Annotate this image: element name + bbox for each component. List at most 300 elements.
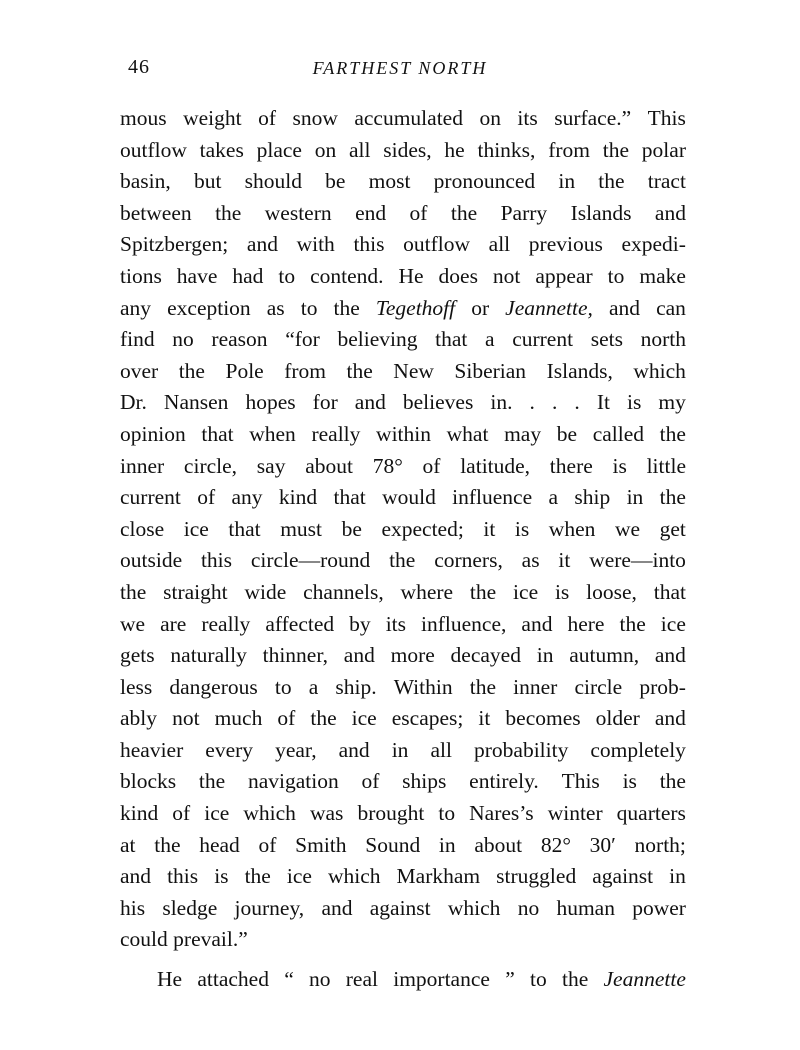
word: against	[592, 864, 654, 889]
word: may	[504, 421, 542, 446]
word: power	[632, 895, 686, 920]
word: no	[517, 895, 540, 920]
word: loose,	[586, 579, 637, 604]
word: the	[333, 295, 360, 320]
word: and	[321, 895, 353, 920]
text-line	[120, 893, 686, 925]
word: and	[343, 643, 375, 668]
word: say	[256, 453, 286, 478]
word: ships	[402, 769, 447, 794]
word: here	[567, 611, 605, 636]
word: thinner,	[262, 643, 329, 668]
word: weight	[183, 106, 242, 130]
text-line	[120, 229, 686, 261]
word: and	[654, 200, 686, 225]
word: we	[120, 611, 146, 636]
word: the	[178, 358, 205, 383]
word: make	[639, 263, 686, 288]
word: is	[612, 453, 627, 478]
word: all	[349, 137, 371, 162]
word: against	[369, 895, 431, 920]
text-line	[120, 545, 686, 577]
word: of	[172, 801, 191, 826]
text-line	[120, 672, 686, 704]
word: quarters	[616, 801, 686, 826]
word: polar	[641, 137, 686, 162]
word: Sound	[365, 832, 421, 857]
word: outside	[120, 548, 183, 573]
word: He	[398, 263, 424, 288]
word: the	[215, 200, 242, 225]
word: all	[488, 232, 511, 257]
word: the	[198, 769, 226, 794]
word: on	[314, 137, 337, 162]
word: ice	[351, 706, 377, 731]
word: more	[390, 643, 435, 668]
word: and	[338, 737, 370, 762]
word: find	[120, 327, 155, 352]
word: north	[640, 327, 686, 352]
word: it	[558, 548, 571, 573]
word: it	[478, 706, 491, 731]
word: Siberian	[454, 358, 527, 383]
word: the	[469, 674, 497, 699]
running-title: FARTHEST NORTH	[312, 58, 488, 78]
word: and	[654, 643, 686, 668]
word: ice	[286, 864, 312, 889]
word: the	[659, 485, 686, 510]
word: current	[512, 327, 574, 352]
word: of	[409, 200, 428, 225]
text-line	[120, 387, 686, 419]
word: this	[167, 864, 199, 889]
word: sides,	[383, 137, 432, 162]
word: its	[385, 611, 407, 636]
word: wide	[244, 579, 287, 604]
word: north;	[634, 832, 686, 857]
word: Islands	[570, 200, 632, 225]
word: Within	[393, 674, 453, 699]
word: mous	[120, 106, 167, 130]
word: that	[435, 327, 468, 352]
word: between	[120, 200, 192, 225]
word: brought	[357, 801, 425, 826]
word: a	[548, 485, 559, 510]
word: which	[327, 864, 381, 889]
word: in.	[490, 390, 513, 415]
word: his	[120, 895, 146, 920]
text-line	[120, 703, 686, 735]
word: be	[325, 169, 346, 194]
word: can	[656, 295, 686, 320]
word: appear	[535, 263, 593, 288]
text-line	[120, 640, 686, 672]
text-line	[120, 766, 686, 798]
word: naturally	[170, 643, 247, 668]
word: does	[438, 263, 478, 288]
text-line	[120, 514, 686, 546]
word: in	[536, 643, 554, 668]
word: little	[646, 453, 686, 478]
word: that	[228, 516, 261, 541]
word: that	[201, 421, 234, 446]
word: in	[669, 864, 686, 889]
word: pronounced	[433, 169, 536, 194]
word: about	[474, 832, 523, 857]
word: and	[246, 232, 278, 257]
word: should	[244, 169, 302, 194]
word: to	[274, 674, 292, 699]
word: is	[214, 864, 229, 889]
text-line	[120, 324, 686, 356]
word: ice	[204, 801, 230, 826]
word: have	[176, 263, 218, 288]
word: in	[558, 169, 576, 194]
word: real	[345, 967, 378, 992]
paragraph-1	[120, 103, 686, 956]
text-line	[120, 261, 686, 293]
word: thinks,	[477, 137, 536, 162]
text-line	[120, 166, 686, 198]
word: were—into	[589, 548, 686, 573]
word: are	[160, 611, 187, 636]
word: attached	[197, 967, 269, 992]
text-line	[120, 293, 686, 325]
word: no	[309, 967, 331, 992]
word: ship	[574, 485, 611, 510]
word: struggled	[496, 864, 577, 889]
word: would	[382, 485, 436, 510]
word: all	[430, 737, 452, 762]
word: called	[592, 421, 645, 446]
word: escapes;	[391, 706, 464, 731]
word: sets	[590, 327, 623, 352]
word: at	[120, 832, 136, 857]
word: western	[264, 200, 332, 225]
word: Markham	[396, 864, 481, 889]
word: as	[266, 295, 285, 320]
word: not	[172, 706, 200, 731]
text-line	[120, 830, 686, 862]
word: no	[172, 327, 194, 352]
word: circle	[574, 674, 623, 699]
word: ice	[660, 611, 686, 636]
word: the	[659, 421, 686, 446]
word: of	[258, 832, 277, 857]
word: This	[561, 769, 600, 794]
word: influence	[452, 485, 533, 510]
word: any	[231, 485, 263, 510]
word: we	[614, 516, 641, 541]
word: get	[659, 516, 686, 541]
word: outflow	[120, 137, 187, 162]
word: entirely.	[469, 769, 539, 794]
word: had	[232, 263, 264, 288]
word: reason	[211, 327, 268, 352]
word: completely	[590, 737, 686, 762]
word: this	[200, 548, 233, 573]
word: Jeannette,	[505, 295, 593, 320]
word: a	[308, 674, 319, 699]
word: less	[120, 674, 153, 699]
word: ice	[513, 579, 539, 604]
word: as	[521, 548, 540, 573]
word: place	[256, 137, 302, 162]
word: inner	[120, 453, 165, 478]
word: .	[529, 390, 535, 415]
word: blocks	[120, 769, 177, 794]
word: “	[284, 967, 294, 992]
page-number: 46	[128, 56, 150, 78]
word: the	[450, 200, 478, 225]
word: ably	[120, 706, 158, 731]
word: the	[602, 137, 630, 162]
word: ship.	[335, 674, 377, 699]
word: 78°	[372, 453, 403, 478]
word: the	[561, 967, 589, 992]
word: what	[446, 421, 489, 446]
word: He	[157, 967, 183, 992]
word: he	[444, 137, 465, 162]
word: is	[514, 516, 530, 541]
text-line	[120, 482, 686, 514]
word: autumn,	[569, 643, 640, 668]
word: gets	[120, 643, 155, 668]
word: dangerous	[169, 674, 258, 699]
word: winter	[547, 801, 603, 826]
word: .	[551, 390, 558, 415]
word: head	[199, 832, 240, 857]
word: ice	[183, 516, 209, 541]
word: latitude,	[460, 453, 531, 478]
word: and	[521, 611, 553, 636]
word: there	[549, 453, 593, 478]
word: over	[120, 358, 159, 383]
word: previous	[528, 232, 603, 257]
word: tract	[647, 169, 686, 194]
word: of	[277, 706, 296, 731]
word: on	[479, 106, 501, 130]
word: but	[193, 169, 222, 194]
text-line	[120, 451, 686, 483]
word: the	[619, 611, 646, 636]
word: journey,	[234, 895, 305, 920]
word: “for	[285, 327, 320, 352]
text-line	[120, 103, 686, 135]
word: straight	[163, 579, 228, 604]
word: heavier	[120, 737, 184, 762]
word: of	[197, 485, 216, 510]
word: by	[349, 611, 371, 636]
word: of	[258, 106, 276, 130]
word: This	[647, 106, 686, 130]
word: takes	[199, 137, 244, 162]
word: 30′	[589, 832, 616, 857]
word: when	[548, 516, 596, 541]
text-line	[120, 356, 686, 388]
text-line	[120, 964, 686, 996]
word: Jeannette	[603, 967, 686, 992]
body-text	[120, 103, 686, 996]
word: the	[598, 169, 625, 194]
word: this	[353, 232, 385, 257]
word: it	[483, 516, 496, 541]
word: kind	[120, 801, 159, 826]
word: to	[438, 801, 456, 826]
word: contend.	[310, 263, 384, 288]
word: believing	[337, 327, 418, 352]
paragraph-2	[120, 964, 686, 996]
word: believes	[402, 390, 474, 415]
word: which	[633, 358, 686, 383]
word: the	[120, 579, 147, 604]
word: Spitzbergen;	[120, 232, 229, 257]
text-line	[120, 419, 686, 451]
word: the	[154, 832, 181, 857]
word: for	[312, 390, 338, 415]
word: be	[556, 421, 578, 446]
word: to	[278, 263, 296, 288]
word: affected	[265, 611, 335, 636]
word: or	[471, 295, 490, 320]
text-line	[120, 198, 686, 230]
word: 82°	[540, 832, 571, 857]
word: circle—round	[250, 548, 371, 573]
word: older	[595, 706, 640, 731]
word: to	[607, 263, 625, 288]
word: in	[626, 485, 644, 510]
word: the	[469, 579, 497, 604]
word: is	[554, 579, 570, 604]
word: and	[654, 706, 686, 731]
word: about	[305, 453, 353, 478]
word: with	[296, 232, 335, 257]
word: year,	[275, 737, 317, 762]
word: hopes	[245, 390, 296, 415]
word: any	[120, 295, 152, 320]
word: and	[120, 864, 152, 889]
word: within	[376, 421, 431, 446]
word: close	[120, 516, 165, 541]
word: opinion	[120, 421, 186, 446]
word: snow	[292, 106, 338, 130]
word: much	[214, 706, 263, 731]
page-header	[0, 52, 800, 82]
word: .	[574, 390, 580, 415]
text-line	[120, 798, 686, 830]
word: be	[341, 516, 362, 541]
text-line	[120, 861, 686, 893]
word: the	[244, 864, 271, 889]
word: corners,	[434, 548, 503, 573]
word: of	[422, 453, 441, 478]
word: outflow	[403, 232, 471, 257]
word: which	[447, 895, 501, 920]
word: surface.”	[554, 106, 632, 130]
word: circle,	[183, 453, 238, 478]
word: importance	[393, 967, 490, 992]
word: could	[120, 927, 168, 952]
word: to	[529, 967, 547, 992]
word: kind	[278, 485, 318, 510]
word: really	[311, 421, 361, 446]
word: the	[346, 358, 373, 383]
word: channels,	[303, 579, 384, 604]
word: really	[201, 611, 251, 636]
word: the	[310, 706, 337, 731]
word: from	[548, 137, 590, 162]
word: Nansen	[163, 390, 229, 415]
word: Islands,	[546, 358, 613, 383]
word: human	[556, 895, 615, 920]
word: navigation	[247, 769, 339, 794]
word: prevail.”	[173, 927, 248, 952]
word: expected;	[381, 516, 464, 541]
word: current	[120, 485, 181, 510]
word: the	[659, 769, 686, 794]
word: in	[391, 737, 409, 762]
word: is	[627, 390, 642, 415]
word: Smith	[295, 832, 347, 857]
word: was	[309, 801, 344, 826]
word: to	[300, 295, 318, 320]
word: ”	[505, 967, 515, 992]
word: is	[622, 769, 637, 794]
word: my	[658, 390, 686, 415]
word: when	[249, 421, 296, 446]
word: every	[205, 737, 254, 762]
word: a	[485, 327, 495, 352]
word: expedi-	[621, 232, 686, 257]
text-line	[120, 924, 686, 956]
word: in	[438, 832, 456, 857]
word: basin,	[120, 169, 171, 194]
word: its	[517, 106, 538, 130]
word: prob-	[639, 674, 686, 699]
word: that	[653, 579, 686, 604]
word: from	[284, 358, 327, 383]
word: Dr.	[120, 390, 147, 415]
word: where	[400, 579, 454, 604]
word: exception	[167, 295, 251, 320]
word: and	[608, 295, 641, 320]
word: that	[333, 485, 366, 510]
word: most	[368, 169, 411, 194]
word: and	[354, 390, 386, 415]
word: must	[280, 516, 323, 541]
word: Pole	[225, 358, 264, 383]
word: inner	[513, 674, 558, 699]
word: tions	[120, 263, 162, 288]
word: It	[596, 390, 610, 415]
word: probability	[474, 737, 569, 762]
word: accumulated	[354, 106, 463, 130]
word: New	[393, 358, 434, 383]
word: Parry	[500, 200, 548, 225]
word: becomes	[505, 706, 581, 731]
word: the	[389, 548, 416, 573]
word: which	[243, 801, 296, 826]
text-line	[120, 735, 686, 767]
word: not	[492, 263, 521, 288]
word: sledge	[162, 895, 218, 920]
word: influence,	[421, 611, 507, 636]
word: end	[355, 200, 387, 225]
word: decayed	[450, 643, 521, 668]
text-line	[120, 609, 686, 641]
word: Tegethoff	[375, 295, 456, 320]
text-line	[120, 577, 686, 609]
